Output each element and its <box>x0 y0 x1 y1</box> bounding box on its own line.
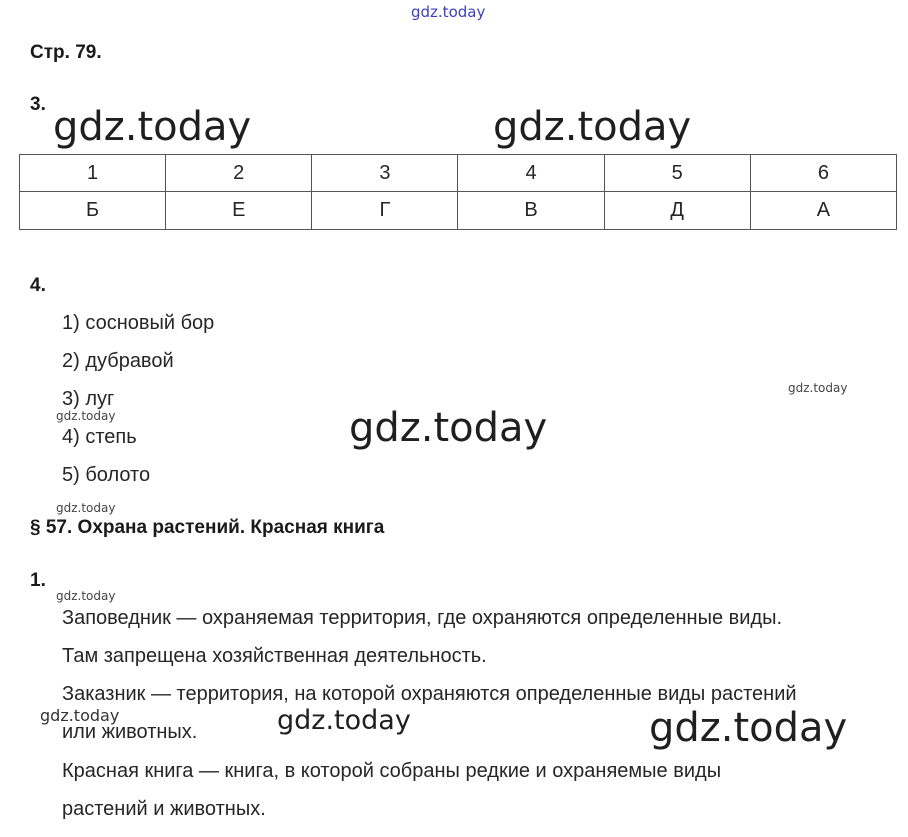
paragraph-line: Заповедник — охраняемая территория, где охраняются определенные виды. <box>62 607 783 629</box>
paragraph-line: Заказник — территория, на которой охраняются определенные виды растений <box>62 683 797 705</box>
answer-table <box>19 154 897 230</box>
watermark-7: gdz.today <box>56 589 116 603</box>
table-answer-row <box>20 192 897 230</box>
table-header-cell: 6 <box>750 155 896 192</box>
table-header-cell: 2 <box>166 155 312 192</box>
watermark-4: gdz.today <box>56 409 116 423</box>
table-header-cell: 5 <box>604 155 750 192</box>
task-3-number: 3. <box>30 94 46 115</box>
watermark-9: gdz.today <box>277 705 411 736</box>
watermark-2: gdz.today <box>493 104 692 150</box>
task-4-number: 4. <box>30 275 46 296</box>
watermark-3: gdz.today <box>788 381 848 395</box>
paragraph-line: Красная книга — книга, в которой собраны редкие и охраняемые виды <box>62 760 722 782</box>
paragraph-line: Там запрещена хозяйственная деятельность. <box>62 645 487 667</box>
table-answer-cell: Б <box>20 192 166 230</box>
watermark-5: gdz.today <box>349 405 548 451</box>
list-item: 3) луг <box>62 388 115 410</box>
table-answer-cell: Д <box>604 192 750 230</box>
list-item: 2) дубравой <box>62 350 174 372</box>
task-1-number: 1. <box>30 570 46 591</box>
section-title: § 57. Охрана растений. Красная книга <box>30 517 385 538</box>
watermark-8: gdz.today <box>40 706 120 725</box>
watermark-10: gdz.today <box>649 705 848 751</box>
paragraph-line: растений и животных. <box>62 798 266 820</box>
table-answer-cell: В <box>458 192 604 230</box>
table-answer-cell: Г <box>312 192 458 230</box>
watermark-top: gdz.today <box>411 3 486 21</box>
watermark-6: gdz.today <box>56 501 116 515</box>
table-header-row <box>20 155 897 192</box>
watermark-1: gdz.today <box>53 104 252 150</box>
list-item: 5) болото <box>62 464 151 486</box>
page-number-label: Стр. 79. <box>30 42 102 63</box>
table-header-cell: 1 <box>20 155 166 192</box>
paragraph-line: или животных. <box>62 721 198 743</box>
table-answer-cell: Е <box>166 192 312 230</box>
list-item: 4) степь <box>62 426 137 448</box>
table-answer-cell: А <box>750 192 896 230</box>
table-header-cell: 4 <box>458 155 604 192</box>
list-item: 1) сосновый бор <box>62 312 215 334</box>
table-header-cell: 3 <box>312 155 458 192</box>
